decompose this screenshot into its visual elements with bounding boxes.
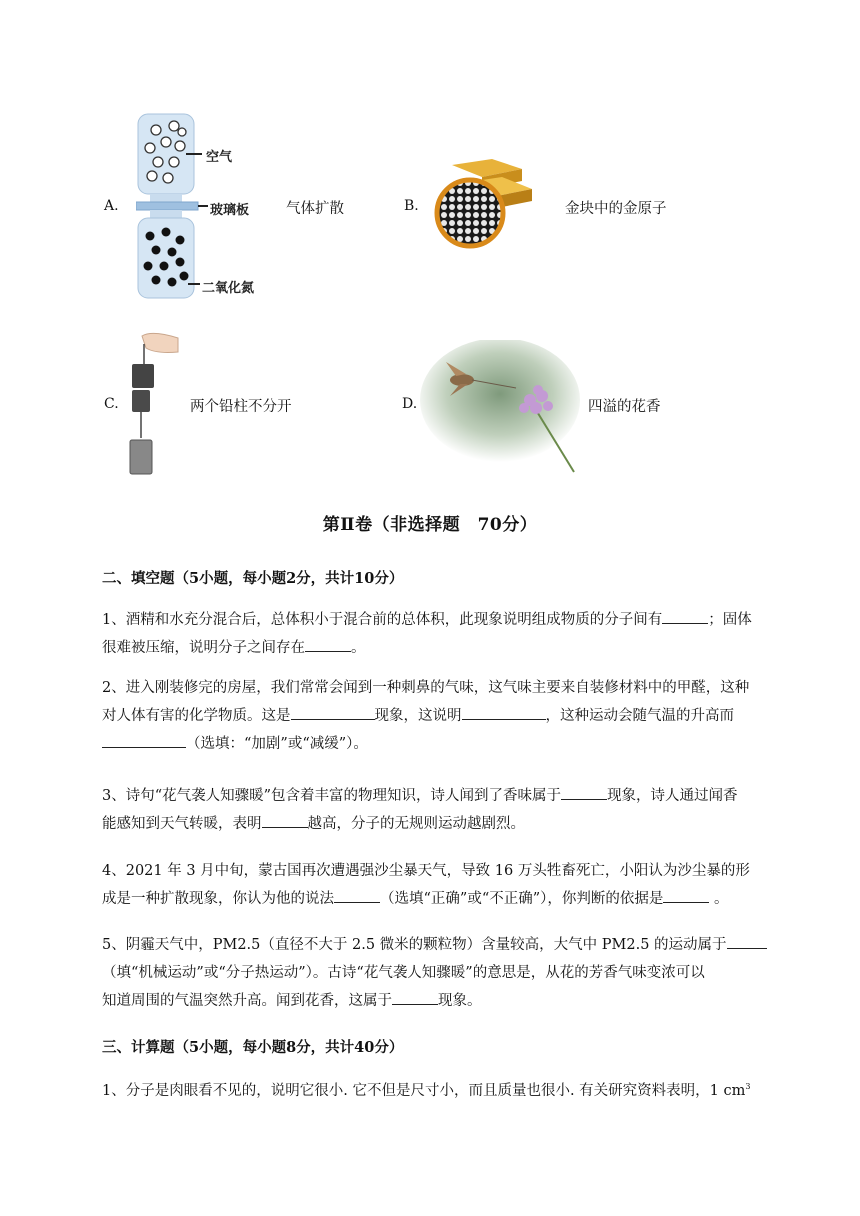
option-d-text: 四溢的花香 bbox=[588, 399, 661, 415]
q4-line2a: 成是一种扩散现象，你认为他的说法 bbox=[102, 891, 334, 907]
gas-diffusion-figure bbox=[136, 110, 276, 300]
q1-line2-end: 。 bbox=[351, 640, 366, 656]
option-b-text: 金块中的金原子 bbox=[565, 201, 667, 217]
answer-blank bbox=[462, 703, 546, 720]
q3-line2a: 能感知到天气转暖，表明 bbox=[102, 816, 262, 832]
moth-flower-illustration bbox=[420, 340, 580, 476]
answer-blank bbox=[727, 932, 767, 949]
option-c-text: 两个铅柱不分开 bbox=[190, 399, 292, 415]
q4-line1: 4、2021 年 3 月中旬，蒙古国再次遭遇强沙尘暴天气，导致 16 万头牲畜死亡，小阳认为沙尘暴的形 bbox=[102, 863, 750, 879]
q2-line2a: 对人体有害的化学物质。这是 bbox=[102, 708, 291, 724]
q3-line2b: 越高，分子的无规则运动越剧烈。 bbox=[307, 816, 525, 832]
label-glass-plate: 玻璃板 bbox=[210, 203, 250, 218]
section2-q3 bbox=[102, 782, 802, 838]
answer-blank bbox=[334, 886, 380, 903]
section2-q2 bbox=[102, 674, 802, 758]
gold-atoms-figure bbox=[432, 155, 542, 255]
q4-line2b: （选填“正确”或“不正确”），你判断的依据是 bbox=[380, 891, 664, 907]
s3-q1-superscript: 3 bbox=[745, 1082, 751, 1091]
option-d-letter: D. bbox=[402, 396, 418, 412]
answer-blank bbox=[305, 635, 351, 652]
q5-line3a: 知道周围的气温突然升高。闻到花香，这属于 bbox=[102, 993, 392, 1009]
s3-q1-text: 1、分子是肉眼看不见的，说明它很小. 它不但是尺寸小，而且质量也很小. 有关研究资料表明，1 cm bbox=[102, 1082, 746, 1099]
section2-q4 bbox=[102, 857, 802, 913]
option-b-letter: B. bbox=[404, 198, 419, 214]
label-air: 空气 bbox=[206, 150, 233, 165]
q2-line2b: 现象，这说明 bbox=[374, 708, 462, 724]
q3-line1a: 3、诗句“花气袭人知骤暖”包含着丰富的物理知识，诗人闻到了香味属于 bbox=[102, 788, 562, 804]
answer-blank bbox=[663, 886, 709, 903]
q4-line2c: 。 bbox=[709, 891, 729, 907]
q5-line3b: 现象。 bbox=[438, 993, 482, 1009]
section2-q1 bbox=[102, 606, 802, 662]
q2-line3: （选填：“加剧”或“减缓”）。 bbox=[186, 736, 368, 752]
answer-blank bbox=[662, 607, 708, 624]
gas-diffusion-illustration bbox=[136, 110, 276, 300]
lead-cylinders-figure bbox=[122, 330, 186, 478]
label-no2: 二氧化氮 bbox=[202, 281, 255, 296]
section2-q5 bbox=[102, 931, 802, 1015]
gold-bars-illustration bbox=[432, 155, 542, 255]
answer-blank bbox=[561, 783, 607, 800]
q5-line2: （填“机械运动”或“分子热运动”）。古诗“花气袭人知骤暖”的意思是，从花的芳香气味变浓可以 bbox=[102, 965, 705, 981]
answer-blank bbox=[262, 811, 308, 828]
section3-q1 bbox=[102, 1073, 802, 1105]
q5-line1: 5、阴霾天气中，PM2.5（直径不大于 2.5 微米的颗粒物）含量较高，大气中 PM2.5 的运动属于 bbox=[102, 937, 727, 953]
flower-fragrance-figure bbox=[420, 340, 580, 476]
option-c-letter: C. bbox=[104, 396, 119, 412]
q1-line1-end: ；固体 bbox=[708, 612, 752, 628]
option-a-text: 气体扩散 bbox=[286, 201, 344, 217]
lead-cylinders-illustration bbox=[122, 330, 186, 478]
q3-line1b: 现象，诗人通过闻香 bbox=[607, 788, 738, 804]
q2-line1: 2、进入刚装修完的房屋，我们常常会闻到一种刺鼻的气味，这气味主要来自装修材料中的甲醛，这种 bbox=[102, 680, 750, 696]
answer-blank bbox=[291, 703, 375, 720]
q1-line1: 1、酒精和水充分混合后，总体积小于混合前的总体积，此现象说明组成物质的分子间有 bbox=[102, 612, 663, 628]
section2-heading: 二、填空题（5小题，每小题2分，共计10分） bbox=[102, 570, 404, 587]
section3-heading: 三、计算题（5小题，每小题8分，共计40分） bbox=[102, 1039, 404, 1056]
q2-line2c: ，这种运动会随气温的升高而 bbox=[545, 708, 734, 724]
q1-line2: 很难被压缩，说明分子之间存在 bbox=[102, 640, 305, 656]
answer-blank bbox=[392, 988, 438, 1005]
part2-title: 第Ⅱ卷（非选择题 70分） bbox=[322, 515, 538, 535]
option-a-letter: A. bbox=[104, 198, 119, 214]
answer-blank bbox=[102, 731, 186, 748]
